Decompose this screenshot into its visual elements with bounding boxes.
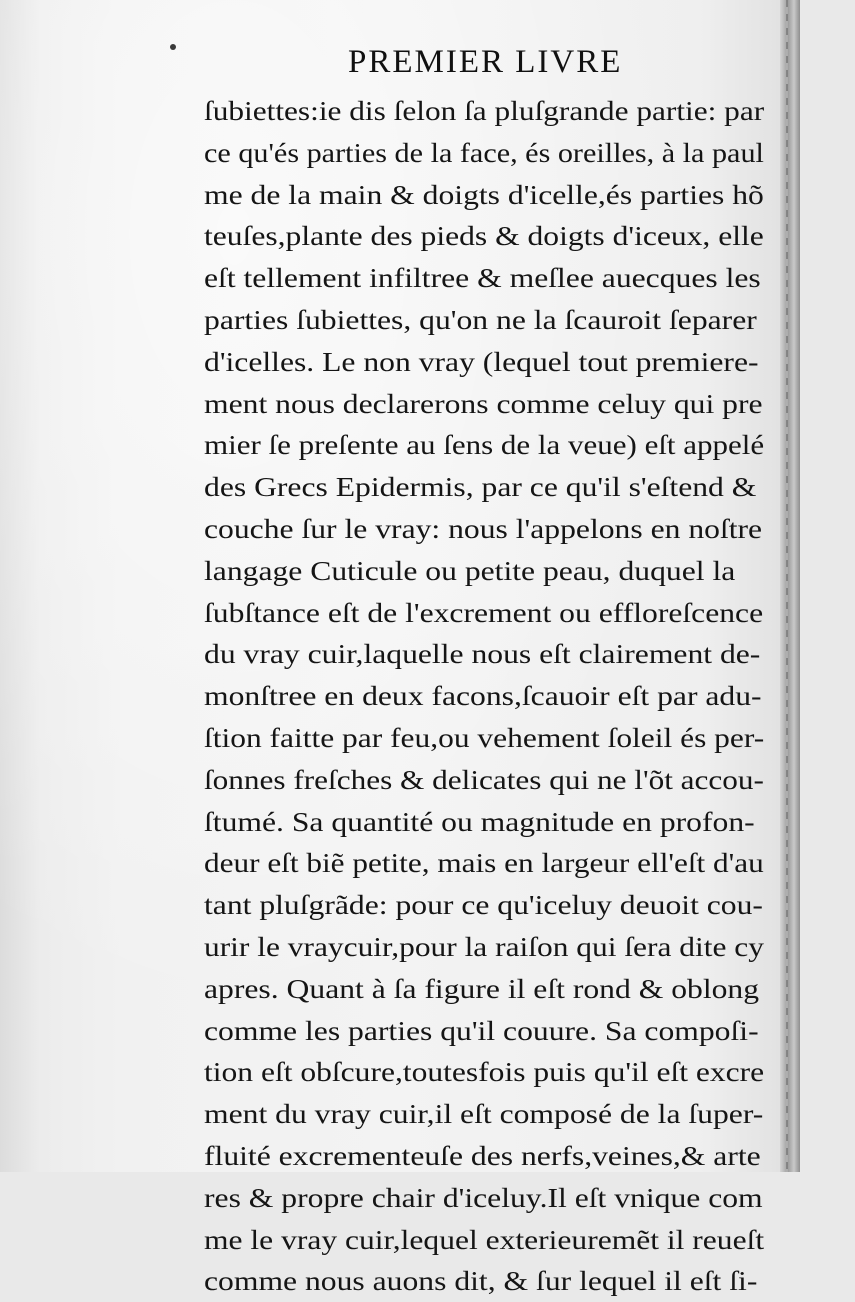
text-line: comme nous auons dit, & ſur lequel il eſt ſi-: [204, 1265, 758, 1297]
text-line: langage Cuticule ou petite peau, duquel la: [204, 554, 736, 586]
text-line: me le vray cuir,lequel exterieuremẽt il reueſt: [204, 1223, 765, 1255]
text-line: ce qu'és parties de la face, és oreilles, à la paul: [204, 136, 764, 168]
text-line: comme les parties qu'il couure. Sa compoſi-: [204, 1014, 759, 1046]
text-line: mier ſe preſente au ſens de la veue) eſt appelé: [204, 429, 765, 461]
text-line: ment du vray cuir,il eſt composé de la ſuper-: [204, 1098, 764, 1130]
text-line: teuſes,plante des pieds & doigts d'iceux, elle: [204, 220, 764, 252]
text-line: monſtree en deux facons,ſcauoir eſt par adu-: [204, 680, 762, 712]
text-line: res & propre chair d'iceluy.Il eſt vnique com: [204, 1181, 763, 1213]
text-line: d'icelles. Le non vray (lequel tout premiere-: [204, 345, 759, 377]
book-fore-edge: [780, 0, 800, 1172]
text-line: tion eſt obſcure,toutesfois puis qu'il eſt excre: [204, 1056, 765, 1088]
text-line: couche ſur le vray: nous l'appelons en noſtre: [204, 512, 763, 544]
text-line: apres. Quant à ſa figure il eſt rond & oblong: [204, 972, 760, 1004]
text-line: tant pluſgrãde: pour ce qu'iceluy deuoit cou-: [204, 889, 763, 921]
text-block: [204, 90, 770, 1302]
text-line: me de la main & doigts d'icelle,és parties hõ: [204, 178, 764, 210]
text-line: des Grecs Epidermis, par ce qu'il s'eſtend &: [204, 471, 757, 503]
text-line: ment nous declarerons comme celuy qui pre: [204, 387, 763, 419]
text-line: fluité excrementeuſe des nerfs,veines,& arte: [204, 1139, 761, 1171]
text-line: ſubſtance eſt de l'excrement ou effloreſcence: [204, 596, 764, 628]
text-line: ſtumé. Sa quantité ou magnitude en profon-: [204, 805, 755, 837]
text-line: du vray cuir,laquelle nous eſt clairement de-: [204, 638, 761, 670]
text-line: ſtion faitte par feu,ou vehement ſoleil és per-: [204, 721, 765, 753]
text-line: ſubiettes:ie dis ſelon ſa pluſgrande partie: par: [204, 95, 765, 126]
running-head: PREMIER LIVRE: [348, 44, 623, 80]
text-line: deur eſt biẽ petite, mais en largeur ell'eſt d'au: [204, 847, 764, 879]
ink-dot: [170, 44, 176, 50]
text-line: ſonnes freſches & delicates qui ne l'õt accou-: [204, 763, 764, 795]
text-line: parties ſubiettes, qu'on ne la ſcauroit ſeparer: [204, 303, 757, 335]
text-line: urir le vraycuir,pour la raiſon qui ſera dite cy: [204, 930, 764, 962]
text-line: eſt tellement infiltree & meſlee auecques les: [204, 262, 761, 294]
